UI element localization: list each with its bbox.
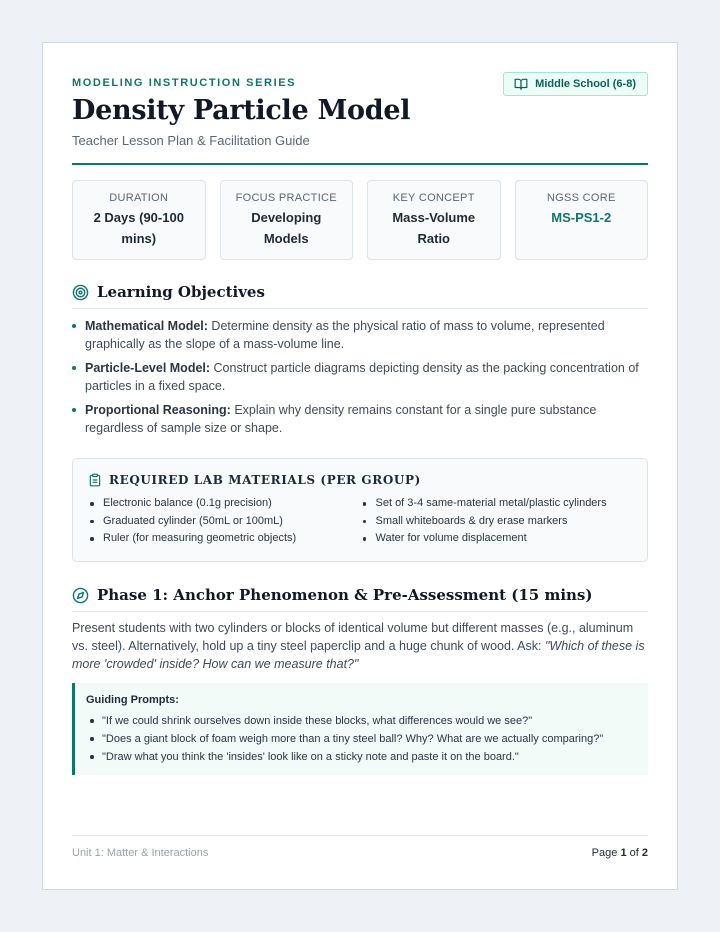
materials-list-right	[361, 495, 634, 548]
objective-term: Particle-Level Model:	[85, 361, 211, 375]
meta-cards	[72, 180, 648, 260]
meta-value: MS-PS1-2	[551, 210, 612, 225]
objective-text: Construct particle diagrams depicting density as the packing concentration of particles in a fixed space.	[85, 361, 639, 393]
material-item: Set of 3-4 same-material metal/plastic cylinders	[361, 495, 634, 513]
material-item: Ruler (for measuring geometric objects)	[88, 530, 361, 548]
meta-value: Developing Models	[251, 210, 322, 246]
objective-item	[72, 359, 648, 395]
materials-list-left	[88, 495, 361, 548]
phase1-heading	[72, 586, 648, 612]
material-item: Water for volume displacement	[361, 530, 634, 548]
material-item: Electronic balance (0.1g precision)	[88, 495, 361, 513]
header-divider	[72, 163, 648, 165]
prompt-item: "Does a giant block of foam weigh more than a tiny steel ball? Why? What are we actually comparing?"	[86, 730, 636, 748]
footer-unit: Unit 1: Matter & Interactions	[72, 847, 209, 859]
page-current: 1	[620, 847, 627, 859]
page-word: Page	[591, 847, 618, 859]
objective-item	[72, 317, 648, 353]
badge-label: Middle School (6-8)	[535, 78, 636, 90]
lab-materials-box	[72, 458, 648, 562]
meta-card-focus-practice	[220, 180, 354, 260]
clipboard-icon	[88, 473, 102, 487]
book-open-icon	[514, 77, 528, 91]
meta-card-ngss-core	[515, 180, 649, 260]
objective-term: Mathematical Model:	[85, 319, 208, 333]
meta-label: NGSS CORE	[546, 192, 616, 204]
guiding-prompts-box	[72, 683, 648, 775]
objective-item	[72, 401, 648, 437]
prompt-item: "If we could shrink ourselves down inside these blocks, what differences would we see?"	[86, 712, 636, 730]
materials-title: REQUIRED LAB MATERIALS (PER GROUP)	[109, 473, 421, 487]
objective-text: Determine density as the physical ratio of mass to volume, represented graphically as the slope of a mass-volume line.	[85, 319, 605, 351]
meta-label: KEY CONCEPT	[392, 192, 475, 204]
phase1-description	[72, 619, 648, 673]
compass-icon	[72, 587, 89, 604]
page-of: of	[629, 847, 639, 859]
page-total: 2	[641, 847, 648, 859]
target-icon	[72, 284, 89, 301]
section-title: Learning Objectives	[97, 283, 265, 301]
page-content	[72, 43, 648, 889]
meta-value: Mass-Volume Ratio	[392, 210, 476, 246]
objectives-heading	[72, 283, 648, 309]
prompts-title: Guiding Prompts:	[86, 694, 179, 706]
series-label: MODELING INSTRUCTION SERIES	[72, 77, 297, 89]
page-subtitle: Teacher Lesson Plan & Facilitation Guide	[72, 133, 310, 148]
prompts-list	[86, 712, 636, 766]
meta-label: FOCUS PRACTICE	[235, 192, 337, 204]
meta-value: 2 Days (90-100 mins)	[93, 210, 184, 246]
grade-level-badge	[503, 72, 648, 96]
material-item: Small whiteboards & dry erase markers	[361, 513, 634, 531]
page-number	[592, 847, 648, 859]
materials-heading	[88, 473, 633, 487]
phase1-text: Present students with two cylinders or blocks of identical volume but different masses (e.g., aluminum vs. steel). Alternatively, hold up a tiny steel paperclip and a huge chunk of wood. Ask:	[72, 621, 634, 653]
material-item: Graduated cylinder (50mL or 100mL)	[88, 513, 361, 531]
prompt-item: "Draw what you think the 'insides' look like on a sticky note and paste it on the board."	[86, 748, 636, 766]
lesson-plan-page	[42, 42, 678, 890]
materials-columns	[88, 495, 633, 548]
meta-label: DURATION	[109, 192, 169, 204]
meta-card-key-concept	[367, 180, 501, 260]
section-title: Phase 1: Anchor Phenomenon & Pre-Assessment (15 mins)	[97, 586, 593, 604]
objectives-list	[72, 317, 648, 443]
objective-term: Proportional Reasoning:	[85, 403, 231, 417]
objective-text: Explain why density remains constant for a single pure substance regardless of sample size or shape.	[85, 403, 597, 435]
footer-divider	[72, 835, 648, 836]
page-title: Density Particle Model	[72, 95, 411, 126]
meta-card-duration	[72, 180, 206, 260]
phase1-question: "Which of these is more 'crowded' inside? How can we measure that?"	[72, 639, 645, 671]
